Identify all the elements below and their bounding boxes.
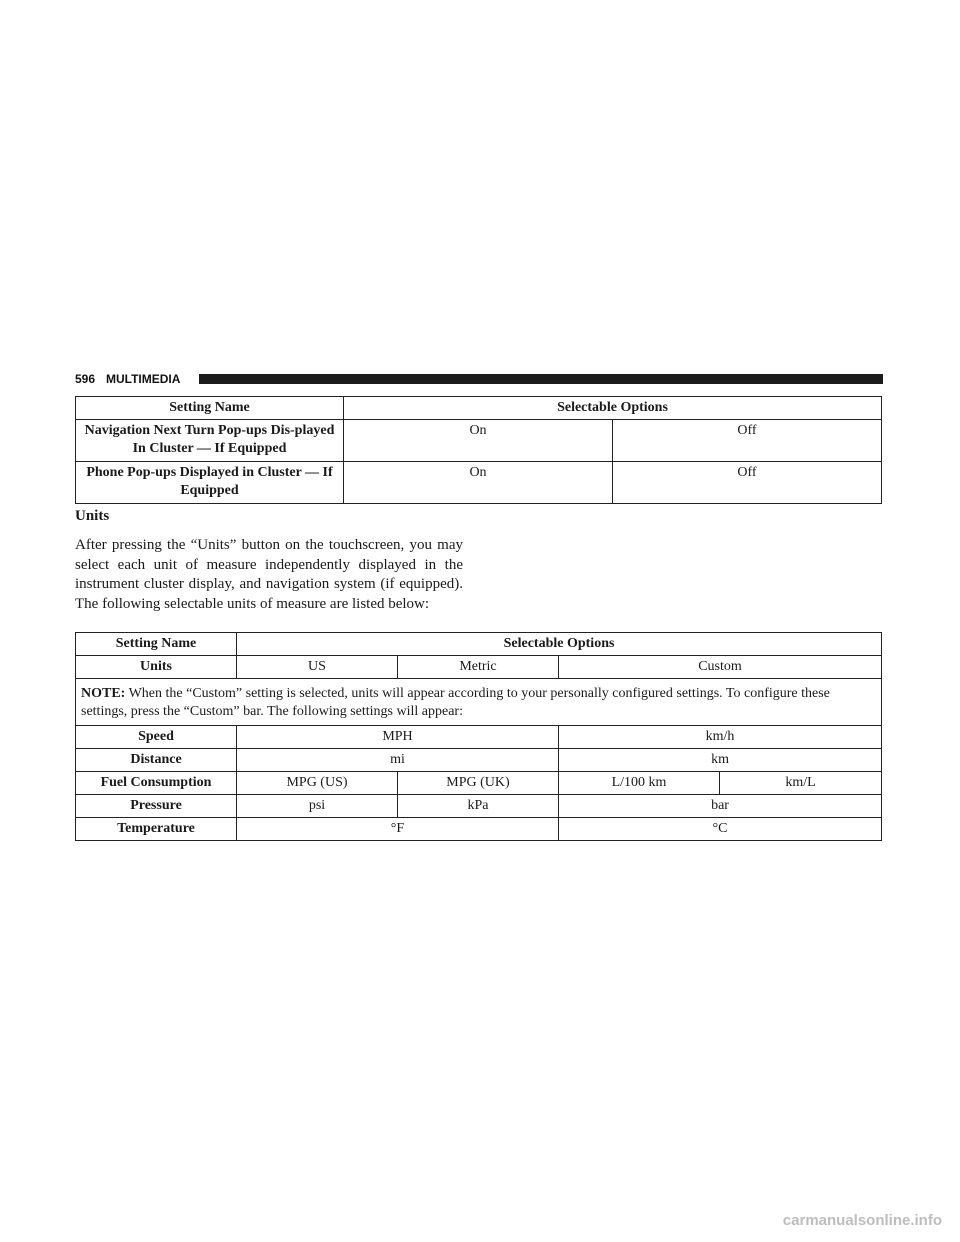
option-cell: km [559,749,882,772]
note-text: When the “Custom” setting is selected, units will appear according to your personally configured settings. To configure these settings, press the “Custom” bar. The following settings will appear: [81,686,830,719]
option-cell: L/100 km [559,772,720,795]
option-cell: On [344,462,613,504]
table-row [76,420,882,462]
popup-settings-table [75,396,882,504]
units-heading: Units [75,508,110,524]
table-header-row [76,397,882,420]
option-cell: MPH [237,726,559,749]
header-setting-name: Setting Name [76,397,344,420]
option-cell: Off [613,420,882,462]
table-row [76,818,882,841]
option-cell: mi [237,749,559,772]
setting-name-cell: Fuel Consumption [76,772,237,795]
setting-name-cell: Pressure [76,795,237,818]
option-cell: km/L [720,772,882,795]
option-cell: km/h [559,726,882,749]
option-cell: psi [237,795,398,818]
table-row [76,656,882,679]
option-cell: Metric [398,656,559,679]
option-cell: kPa [398,795,559,818]
header-selectable-options: Selectable Options [344,397,882,420]
units-paragraph: After pressing the “Units” button on the touchscreen, you may select each unit of measure independently displayed in the instrument cluster display, and navigation system (if equipped). The following selectable units of measure are listed below: [75,537,463,612]
note-label: NOTE: [81,686,126,701]
units-settings-table [75,632,882,841]
section-title: MULTIMEDIA [106,372,181,386]
setting-name-cell: Phone Pop-ups Displayed in Cluster — If Equipped [76,462,344,504]
table-row [76,795,882,818]
setting-name-cell: Distance [76,749,237,772]
setting-name-cell: Temperature [76,818,237,841]
header-setting-name: Setting Name [76,633,237,656]
table-row [76,462,882,504]
header-rule [199,374,883,384]
option-cell: US [237,656,398,679]
option-cell: MPG (UK) [398,772,559,795]
table-header-row [76,633,882,656]
setting-name-cell: Units [76,656,237,679]
watermark: carmanualsonline.info [782,1212,942,1229]
setting-name-cell: Speed [76,726,237,749]
option-cell: Custom [559,656,882,679]
table-row [76,726,882,749]
header-selectable-options: Selectable Options [237,633,882,656]
page-number: 596 [75,372,96,386]
table-row [76,749,882,772]
setting-name-cell: Navigation Next Turn Pop-ups Dis-played In Cluster — If Equipped [76,420,344,462]
option-cell: Off [613,462,882,504]
option-cell: MPG (US) [237,772,398,795]
option-cell: On [344,420,613,462]
note-row [76,679,882,726]
option-cell: °C [559,818,882,841]
option-cell: °F [237,818,559,841]
note-cell [76,679,882,726]
page-header [75,371,883,387]
option-cell: bar [559,795,882,818]
table-row [76,772,882,795]
